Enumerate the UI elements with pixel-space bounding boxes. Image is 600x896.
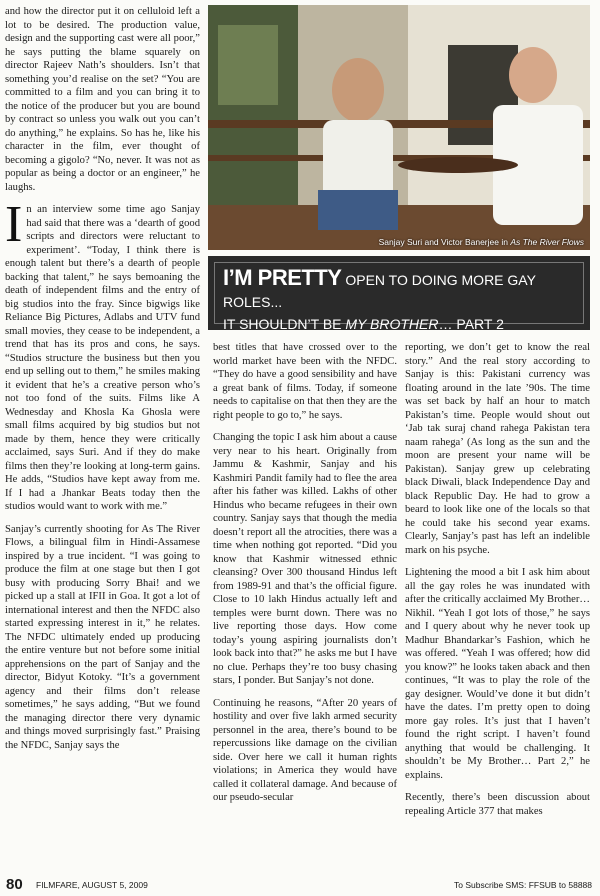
photo-caption: Sanjay Suri and Victor Banerjee in As The River Flows: [378, 237, 584, 247]
photo-illustration: [208, 5, 590, 250]
article-column-3: [405, 341, 590, 827]
paragraph: Continuing he reasons, “After 20 years of hostility and over five lakh armed security personnel in the area, there’s bound to be repercussions like damage on the civilian side. Over here we call it human rights violations; in America they would have called it collateral damage. And because of our pseudo-secular: [213, 697, 397, 803]
paragraph: reporting, we don’t get to know the real story.” And the real story according to Sanjay is this: Pakistani currency was floating around in the late ’90s. The time was set back by half an hour to match Pakistan’s time. People would shout out ‘Jab tak suraj chand rahega Pakistan tera naam rahega’ (As long as the sun and the moon are present your name will be Pakistan). Sanjay grew up celebrating black Diwali, black Independence Day and black Republic Day. He had to grow a beard to look like one of the locals so that he could take his second year exams. Clearly, Sanjay’s past has left an indelible mark on his psyche.: [405, 342, 590, 556]
page-number: 80: [6, 876, 23, 893]
pull-quote: I’M PRETTY OPEN TO DOING MORE GAY ROLES... IT SHOULDN’T BE MY BROTHER… PART 2: [208, 256, 590, 330]
article-photo: [208, 5, 590, 250]
paragraph: Sanjay’s currently shooting for As The River Flows, a bilingual film in Hindi-Assamese inspired by a true incident. “I was going to produce the film at one stage but then I got busy with producing Sorry Bhai! and we picked up a stall at IFII in Goa. It got a lot of international interest and then the NFDC also started expressing interest in it,” he relates. The NFDC ultimately ended up producing the entire venture but not before some initial apprehensions on the part of Sanjay and the director, Bidyut Kotoky. “It’s a government agency and their films don’t release sometimes,” he says adding, “But we found the managing director there very dynamic and things moved surprisingly fast.” Praising the NFDC, Sanjay says the: [5, 523, 200, 751]
page-footer: [0, 874, 600, 896]
article-column-1: [5, 5, 200, 761]
pull-quote-lead: I’M PRETTY: [223, 265, 342, 290]
paragraph: best titles that have crossed over to the world market have been with the NFDC. “They do have a good sensibility and have a great bank of films. Today, if someone needs to capitalise on that then they are the right people to go to,” he says.: [213, 342, 397, 421]
magazine-issue: FILMFARE, AUGUST 5, 2009: [36, 880, 148, 890]
paragraph: Lightening the mood a bit I ask him about all the gay roles he was inundated with after the critically acclaimed My Brother…Nikhil. “Yeah I got lots of those,” he says and I query about why he never took up Madhur Bhandarkar’s Fashion, which he was offered. “Yeah I was offered; how did you know?” he looks taken aback and then continues, “It was to play the role of the gay designer. Would’ve done it but didn’t have the dates. I’m pretty open to doing more gay roles. It’s just that I haven’t found the right script. I haven’t found anything that would be challenging. It shouldn’t be My Brother… Part 2,” he explains.: [405, 567, 590, 781]
pull-quote-text: OPEN TO DOING MORE GAY ROLES...: [223, 272, 536, 310]
paragraph: In an interview some time ago Sanjay had said that there was a ‘dearth of good scripts and directors were reluctant to experiment’. “Today, I think there is enough talent but there’s a dearth of people backing that talent,” he says bemoaning the death of independent films and the entry of big studios into the fray. Since bigwigs like Reliance Big Pictures, Adlabs and UTV fund small movies, they cease to be independent, a trend that has its pros and cons, he says. “Studios structure the business but then you end up selling out to them,” he smiles making it evident that he’s a creative person who’s not too fond of the suits. Films like A Wednesday and Khosla Ka Ghosla were small films acquired by big studios but not made by them, hence they were critically acclaimed, says Suri. And if they do make films then they’re looking at long-term gains. He adds, “Studios have kept away from me. If I had a Jhankar Beats today then the studios would want to work with me.”: [5, 196, 200, 512]
paragraph: Changing the topic I ask him about a cause very near to his heart. Originally from Jammu & Kashmir, Sanjay and his Kashmiri Pandit family had to flee the area after his father was killed. Lakhs of other Hindus who became refugees in their own country. Sanjay says that though the media doesn’t report all the atrocities, there was a time when nothing got reported. “Did you know that Kashmir witnessed ethnic cleansing? Over 300 thousand Hindus left from 1989-91 and that’s the official figure. Close to 10 lakh Hindus actually left and temples were burnt down. There was no live reporting those days. How come today’s young aspiring journalists don’t look back into that?” he asks me but I have no clue. Perhaps they’re too busy chasing stars, I ponder. But Sanjay’s not done.: [213, 432, 397, 686]
drop-cap: I: [5, 196, 23, 253]
paragraph: Recently, there’s been discussion about repealing Article 377 that makes: [405, 792, 590, 817]
subscribe-note: To Subscribe SMS: FFSUB to 58888: [454, 880, 592, 890]
paragraph: and how the director put it on celluloid left a lot to be desired. The production value, design and the supporting cast were all poor,” he says putting the blame squarely on director Rajeev Nath’s shoulders. Isn’t that something you’d realise on the set? “You are committed to a film and you can bring it to the notice of the producer but you are bound by contract so unless you walk out you can’t do anything,” he explains. So has he, like his character in the film, ever thought of becoming a gigolo? “No, never. It was not as popular as being a doctor or an engineer,” he laughs.: [5, 6, 200, 193]
article-column-2: [213, 341, 397, 814]
